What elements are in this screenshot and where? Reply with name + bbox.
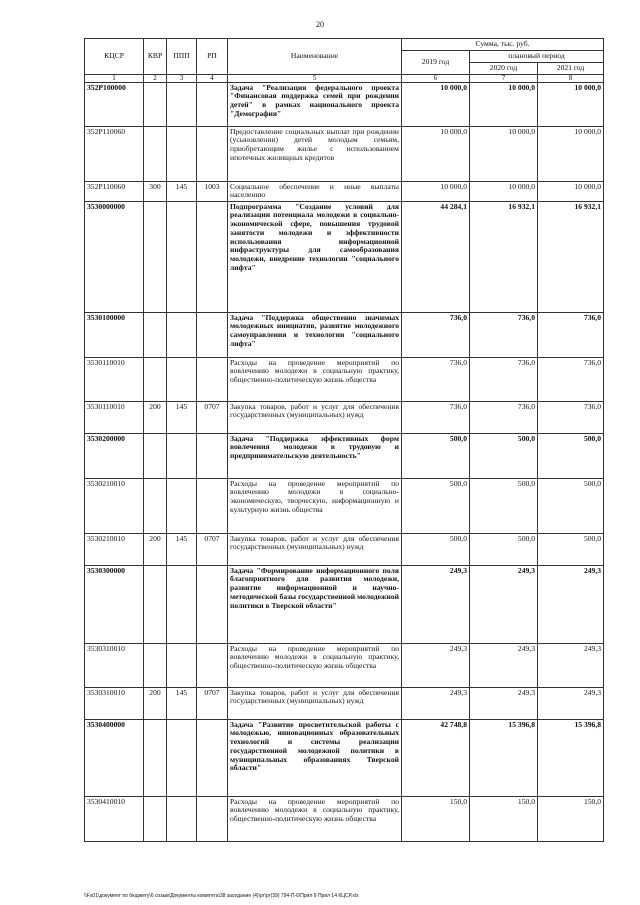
cell-name: Социальное обеспечение и иные выплаты населению — [228, 182, 402, 202]
cell-rp — [197, 479, 228, 534]
cell-kvr — [144, 127, 167, 182]
cell-amount-2019: 249,3 — [402, 688, 470, 720]
cell-rp: 1003 — [197, 182, 228, 202]
cell-kcsr: 3530210010 — [85, 479, 144, 534]
header-2019: 2019 год — [402, 51, 470, 75]
cell-kvr — [144, 797, 167, 842]
cell-ppp — [167, 566, 197, 644]
cell-kvr: 300 — [144, 182, 167, 202]
cell-rp — [197, 797, 228, 842]
cell-rp — [197, 434, 228, 479]
cell-amount-2019: 44 284,1 — [402, 202, 470, 313]
column-number: 4 — [197, 75, 228, 83]
cell-name: Задача "Развитие просветительской работы с молодежью, инновационных образовательных технологий и системы реализации государственной молодежной политики в муниципальных образованиях Тверской области" — [228, 720, 402, 797]
cell-amount-2019: 500,0 — [402, 434, 470, 479]
cell-amount-2019: 249,3 — [402, 566, 470, 644]
cell-amount-2021: 10 000,0 — [538, 127, 604, 182]
cell-kcsr: 3530300000 — [85, 566, 144, 644]
cell-amount-2021: 150,0 — [538, 797, 604, 842]
cell-kcsr: 352P110060 — [85, 182, 144, 202]
cell-name: Задача "Поддержка общественно значимых молодежных инициатив, развитие молодежного самоуправления и технологии "социального лифта" — [228, 313, 402, 358]
table-row — [85, 127, 604, 182]
cell-name: Расходы на проведение мероприятий по вовлечению молодежи в социальную практику, общественно-политическую жизнь общества — [228, 797, 402, 842]
column-number: 2 — [144, 75, 167, 83]
cell-amount-2019: 249,3 — [402, 644, 470, 688]
cell-kvr — [144, 83, 167, 127]
cell-amount-2020: 10 000,0 — [470, 182, 538, 202]
table-row — [85, 688, 604, 720]
cell-kvr: 200 — [144, 534, 167, 566]
table-row — [85, 644, 604, 688]
table-row — [85, 182, 604, 202]
column-number: 8 — [538, 75, 604, 83]
cell-amount-2020: 500,0 — [470, 434, 538, 479]
cell-amount-2019: 500,0 — [402, 479, 470, 534]
table-row — [85, 313, 604, 358]
cell-name: Расходы на проведение мероприятий по вовлечению молодежи в социально-экономическую, творческую, информационную и культурную жизнь общества — [228, 479, 402, 534]
cell-rp — [197, 566, 228, 644]
cell-ppp — [167, 127, 197, 182]
cell-rp — [197, 127, 228, 182]
cell-rp: 0707 — [197, 688, 228, 720]
cell-kcsr: 3530200000 — [85, 434, 144, 479]
column-number: 7 — [470, 75, 538, 83]
cell-kvr — [144, 434, 167, 479]
header-amount-group: Сумма, тыс. руб. — [402, 39, 604, 51]
cell-rp — [197, 313, 228, 358]
cell-amount-2021: 10 000,0 — [538, 83, 604, 127]
cell-name: Задача "Реализация федерального проекта "Финансовая поддержка семей при рождении детей" в рамках национального проекта "Демография" — [228, 83, 402, 127]
cell-amount-2019: 736,0 — [402, 313, 470, 358]
cell-amount-2019: 736,0 — [402, 402, 470, 434]
cell-amount-2019: 10 000,0 — [402, 127, 470, 182]
header-name: Наименование — [228, 39, 402, 75]
cell-rp — [197, 202, 228, 313]
cell-amount-2021: 500,0 — [538, 434, 604, 479]
cell-kcsr: 3530310010 — [85, 688, 144, 720]
header-plan-period: плановый период — [470, 51, 604, 63]
table-row — [85, 720, 604, 797]
header-2020: 2020 год — [470, 63, 538, 75]
cell-name: Расходы на проведение мероприятий по вовлечению молодежи в социальную практику, общественно-политическую жизнь общества — [228, 358, 402, 402]
cell-kcsr: 3530210010 — [85, 534, 144, 566]
header-kvr: КВР — [144, 39, 167, 75]
cell-amount-2021: 15 396,8 — [538, 720, 604, 797]
cell-ppp — [167, 479, 197, 534]
cell-ppp: 145 — [167, 182, 197, 202]
column-number: 5 — [228, 75, 402, 83]
cell-name: Подпрограмма "Создание условий для реализации потенциала молодежи в социально-экономической сфере, повышения трудовой занятости молодежи и эффективности использования информационной инфраструктуры для самообразования молодежи, внедрение технологии "социального лифта" — [228, 202, 402, 313]
cell-amount-2020: 10 000,0 — [470, 127, 538, 182]
table-header — [85, 39, 604, 83]
cell-kvr — [144, 202, 167, 313]
cell-rp: 0707 — [197, 534, 228, 566]
table-row — [85, 402, 604, 434]
table-row — [85, 83, 604, 127]
cell-kvr — [144, 644, 167, 688]
cell-ppp — [167, 434, 197, 479]
cell-amount-2020: 15 396,8 — [470, 720, 538, 797]
cell-amount-2021: 249,3 — [538, 688, 604, 720]
cell-kcsr: 3530100000 — [85, 313, 144, 358]
cell-ppp — [167, 797, 197, 842]
file-path-footer: \\Fs01\документ по бюджету\6 созыв\Документы комитета\38 заседание (4)\рг\рг(39) 794-П-6\Прил 9 Прил 14 КЦСР.xls — [84, 893, 359, 899]
cell-amount-2020: 150,0 — [470, 797, 538, 842]
cell-amount-2019: 42 748,8 — [402, 720, 470, 797]
cell-kcsr: 3530400000 — [85, 720, 144, 797]
table-row — [85, 202, 604, 313]
cell-kcsr: 3530110010 — [85, 402, 144, 434]
cell-amount-2019: 736,0 — [402, 358, 470, 402]
cell-kvr: 200 — [144, 688, 167, 720]
cell-name: Закупка товаров, работ и услуг для обеспечения государственных (муниципальных) нужд — [228, 534, 402, 566]
cell-ppp — [167, 202, 197, 313]
cell-name: Закупка товаров, работ и услуг для обеспечения государственных (муниципальных) нужд — [228, 402, 402, 434]
cell-amount-2020: 10 000,0 — [470, 83, 538, 127]
cell-amount-2021: 10 000,0 — [538, 182, 604, 202]
table-row — [85, 566, 604, 644]
cell-name: Предоставление социальных выплат при рождении (усыновлении) детей молодым семьям, приобретающим жилье с использованием ипотечных жилищных кредитов — [228, 127, 402, 182]
cell-amount-2021: 736,0 — [538, 313, 604, 358]
cell-ppp: 145 — [167, 402, 197, 434]
cell-name: Задача "Формирование информационного поля благоприятного для развития молодежи, развитие информационной и научно-методической базы государственной молодежной политики в Тверской области" — [228, 566, 402, 644]
cell-rp — [197, 358, 228, 402]
cell-kcsr: 3530000000 — [85, 202, 144, 313]
cell-ppp — [167, 313, 197, 358]
table-row — [85, 534, 604, 566]
cell-kvr: 200 — [144, 402, 167, 434]
column-number: 1 — [85, 75, 144, 83]
table-body — [85, 83, 604, 842]
header-ppp: ППП — [167, 39, 197, 75]
cell-amount-2020: 736,0 — [470, 402, 538, 434]
table-row — [85, 434, 604, 479]
cell-ppp — [167, 720, 197, 797]
cell-amount-2021: 500,0 — [538, 479, 604, 534]
cell-amount-2020: 16 932,1 — [470, 202, 538, 313]
cell-amount-2020: 736,0 — [470, 358, 538, 402]
cell-kcsr: 3530110010 — [85, 358, 144, 402]
cell-rp — [197, 83, 228, 127]
cell-kvr — [144, 358, 167, 402]
page-number: 20 — [316, 20, 324, 29]
cell-kcsr: 3530410010 — [85, 797, 144, 842]
cell-kvr — [144, 720, 167, 797]
cell-ppp — [167, 83, 197, 127]
cell-name: Закупка товаров, работ и услуг для обеспечения государственных (муниципальных) нужд — [228, 688, 402, 720]
cell-kcsr: 352P100000 — [85, 83, 144, 127]
cell-amount-2019: 500,0 — [402, 534, 470, 566]
cell-amount-2019: 150,0 — [402, 797, 470, 842]
header-2021: 2021 год — [538, 63, 604, 75]
cell-name: Задача "Поддержка эффективных форм вовлечения молодежи в трудовую и предпринимательскую деятельность" — [228, 434, 402, 479]
cell-rp — [197, 644, 228, 688]
cell-amount-2021: 16 932,1 — [538, 202, 604, 313]
cell-amount-2020: 249,3 — [470, 688, 538, 720]
cell-amount-2021: 249,3 — [538, 644, 604, 688]
cell-amount-2021: 249,3 — [538, 566, 604, 644]
column-number: 3 — [167, 75, 197, 83]
cell-amount-2019: 10 000,0 — [402, 182, 470, 202]
header-rp: РП — [197, 39, 228, 75]
column-number: 6 — [402, 75, 470, 83]
cell-amount-2020: 500,0 — [470, 479, 538, 534]
table-row — [85, 358, 604, 402]
cell-ppp — [167, 358, 197, 402]
cell-ppp — [167, 644, 197, 688]
cell-kvr — [144, 313, 167, 358]
cell-kcsr: 3530310010 — [85, 644, 144, 688]
cell-ppp: 145 — [167, 534, 197, 566]
cell-amount-2019: 10 000,0 — [402, 83, 470, 127]
table-row — [85, 797, 604, 842]
cell-rp — [197, 720, 228, 797]
header-kcsr: КЦСР — [85, 39, 144, 75]
cell-ppp: 145 — [167, 688, 197, 720]
cell-kvr — [144, 479, 167, 534]
cell-amount-2020: 736,0 — [470, 313, 538, 358]
cell-amount-2021: 500,0 — [538, 534, 604, 566]
cell-amount-2020: 500,0 — [470, 534, 538, 566]
budget-table — [84, 38, 604, 842]
table-row — [85, 479, 604, 534]
cell-rp: 0707 — [197, 402, 228, 434]
cell-kvr — [144, 566, 167, 644]
column-number-row — [85, 75, 604, 83]
cell-amount-2020: 249,3 — [470, 644, 538, 688]
cell-kcsr: 352P110060 — [85, 127, 144, 182]
cell-amount-2021: 736,0 — [538, 402, 604, 434]
cell-amount-2021: 736,0 — [538, 358, 604, 402]
cell-name: Расходы на проведение мероприятий по вовлечению молодежи в социальную практику, общественно-политическую жизнь общества — [228, 644, 402, 688]
cell-amount-2020: 249,3 — [470, 566, 538, 644]
